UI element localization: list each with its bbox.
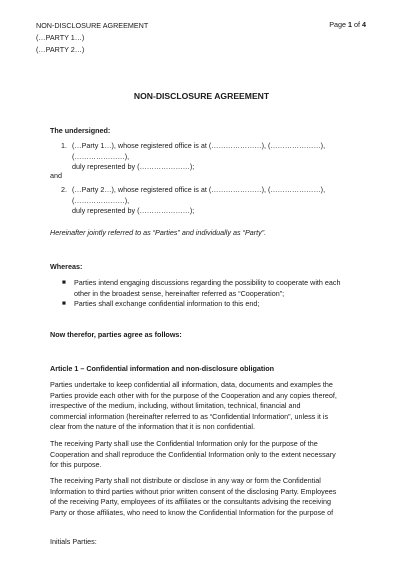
page-number	[329, 20, 366, 31]
party-item-line: duly represented by (…………………);	[72, 206, 195, 216]
and-text: and	[50, 171, 62, 180]
party-item-number: 2.	[61, 185, 67, 194]
page-current: 1	[348, 20, 352, 29]
paragraph-line: commercial information (hereinafter referred to as “Confidential Information”, unless it is	[50, 411, 329, 421]
whereas-item-line: Parties shall exchange confidential information to this end;	[74, 299, 260, 308]
page-of: of	[352, 20, 362, 29]
paragraph-line: clear from the nature of the information that it is non confidential.	[50, 422, 255, 432]
whereas-item-line: other in the broadest sense, hereinafter referred as “Cooperation”;	[74, 288, 285, 298]
page-prefix: Page	[329, 20, 348, 29]
paragraph-line: Information to third parties without prior written consent of the disclosing Party. Employees	[50, 486, 337, 496]
paragraph-line: Party or those affiliates, who need to know the Confidential Information for the purpose of	[50, 507, 334, 517]
paragraph-line: for this purpose.	[50, 460, 102, 470]
whereas-heading: Whereas:	[50, 262, 83, 271]
agree-heading: Now therefor, parties agree as follows:	[50, 330, 182, 339]
whereas-item-text	[74, 278, 363, 299]
whereas-item-line: Parties intend engaging discussions regarding the possibility to cooperate with each	[74, 278, 341, 287]
party-item-line: (…Party 2…), whose registered office is at (…………………), (…………………), (…………………),	[72, 185, 326, 205]
paragraph-line: of the receiving Party, employees of its affiliates or the consultants advising the receiving	[50, 497, 331, 507]
page-total: 4	[362, 20, 366, 29]
party-item-line: (…Party 1…), whose registered office is at (…………………), (…………………), (…………………),	[72, 141, 326, 161]
party-item-text	[72, 141, 363, 173]
paragraph-line: The receiving Party shall use the Confidential Information only for the purpose of the	[50, 439, 318, 448]
footer-initials: Initials Parties:	[50, 537, 97, 546]
article-1-paragraph-2	[50, 439, 363, 471]
article-1-paragraph-1	[50, 380, 363, 433]
paragraph-line: irrespective of the medium, including, without limitation, technical, financial and	[50, 401, 301, 411]
undersigned-heading: The undersigned:	[50, 126, 111, 135]
party-item-number: 1.	[61, 141, 67, 150]
whereas-item-text	[74, 299, 363, 310]
paragraph-line: Parties provide each other with for the purpose of the Cooperation and any copies thereof,	[50, 390, 337, 400]
party-item-line: duly represented by (…………………);	[72, 162, 195, 172]
article-1-paragraph-3	[50, 476, 363, 518]
bullet-icon: ■	[62, 279, 66, 286]
header-parties-block	[36, 20, 148, 56]
document-title: NON-DISCLOSURE AGREEMENT	[133, 91, 270, 101]
paragraph-line: Parties undertake to keep confidential all information, data, documents and examples the	[50, 380, 333, 389]
header-doc-label: NON-DISCLOSURE AGREEMENT	[36, 21, 149, 30]
paragraph-line: Cooperation and shall reproduce the Confidential Information only to the extent necessary	[50, 449, 336, 459]
party-item-text	[72, 185, 363, 217]
header-party-1: (…PARTY 1…)	[36, 33, 85, 42]
article-1-heading: Article 1 – Confidential information and non-disclosure obligation	[50, 364, 275, 373]
bullet-icon: ■	[62, 300, 66, 307]
header-party-2: (…PARTY 2…)	[36, 45, 85, 54]
hereinafter-text: Hereinafter jointly referred to as “Parties” and individually as “Party”.	[50, 228, 267, 237]
paragraph-line: The receiving Party shall not distribute or disclose in any way or form the Confidential	[50, 476, 321, 485]
